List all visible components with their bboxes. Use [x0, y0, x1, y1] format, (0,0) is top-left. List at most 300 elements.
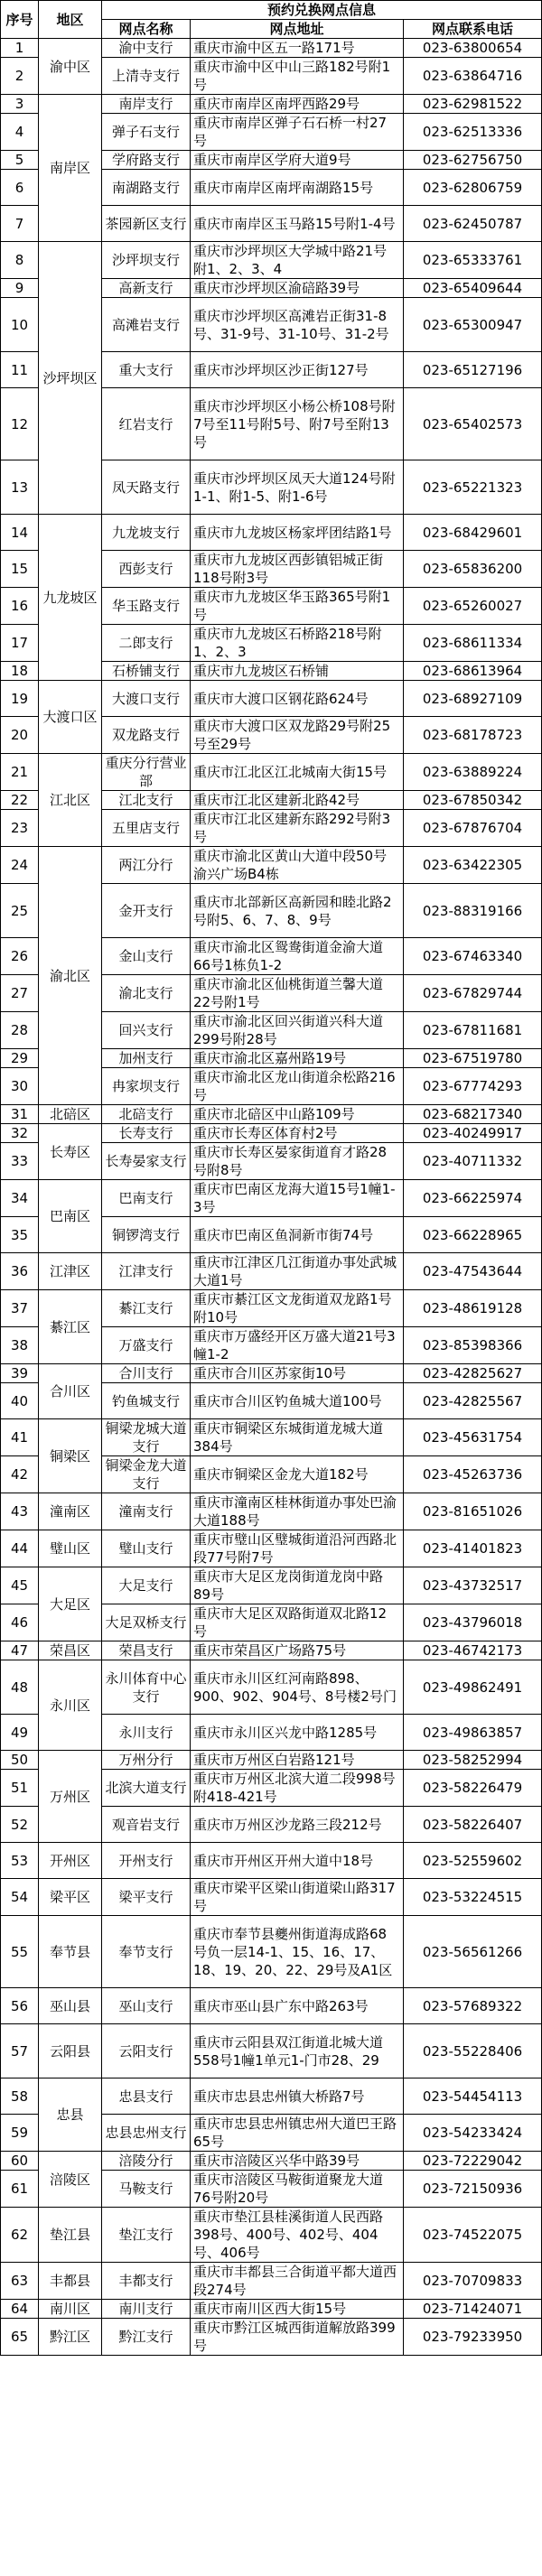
outlet-address: 重庆市渝北区黄山大道中段50号渝兴广场B4栋 — [191, 847, 404, 884]
row-number: 9 — [1, 279, 39, 298]
outlet-address: 重庆市沙坪坝区渝碚路39号 — [191, 279, 404, 298]
outlet-phone: 023-67811681 — [404, 1012, 542, 1049]
outlet-phone: 023-62981522 — [404, 95, 542, 114]
outlet-address: 重庆市万州区沙龙路三段212号 — [191, 1807, 404, 1843]
outlet-name: 荣昌支行 — [102, 1641, 191, 1660]
header-address: 网点地址 — [191, 20, 404, 39]
outlet-name: 学府路支行 — [102, 151, 191, 170]
outlet-name: 铜梁龙城大道支行 — [102, 1419, 191, 1456]
row-number: 41 — [1, 1419, 39, 1456]
outlet-phone: 023-45263736 — [404, 1456, 542, 1493]
table-row — [1, 1180, 542, 1217]
outlet-name: 梁平支行 — [102, 1879, 191, 1916]
outlet-name: 高滩岩支行 — [102, 298, 191, 352]
outlet-name: 忠县忠州支行 — [102, 2115, 191, 2152]
district-cell: 忠县 — [39, 2078, 102, 2152]
row-number: 6 — [1, 170, 39, 206]
outlet-name: 巴南支行 — [102, 1180, 191, 1217]
outlet-phone: 023-67829744 — [404, 975, 542, 1012]
outlet-name: 二郎支行 — [102, 625, 191, 662]
district-cell: 江北区 — [39, 754, 102, 847]
outlet-name: 上清寺支行 — [102, 58, 191, 95]
district-cell: 南川区 — [39, 2300, 102, 2319]
outlet-name: 垫江支行 — [102, 2208, 191, 2263]
outlet-name: 马鞍支行 — [102, 2171, 191, 2208]
outlet-address: 重庆市渝北区仙桃街道兰馨大道22号附1号 — [191, 975, 404, 1012]
row-number: 59 — [1, 2115, 39, 2152]
outlet-name: 茶园新区支行 — [102, 206, 191, 242]
header-group: 预约兑换网点信息 — [102, 1, 542, 20]
district-cell: 梁平区 — [39, 1879, 102, 1916]
outlet-address: 重庆市奉节县夔州街道海成路68号负一层14-1、15、16、17、18、19、20、22、29号及A1区 — [191, 1916, 404, 1988]
outlet-phone: 023-72150936 — [404, 2171, 542, 2208]
outlet-address: 重庆市江北区建新北路42号 — [191, 791, 404, 810]
outlet-phone: 023-63889224 — [404, 754, 542, 791]
row-number: 64 — [1, 2300, 39, 2319]
row-number: 62 — [1, 2208, 39, 2263]
outlet-name: 綦江支行 — [102, 1290, 191, 1327]
outlet-phone: 023-53224515 — [404, 1879, 542, 1916]
outlet-address: 重庆市黔江区城西街道解放路399号 — [191, 2319, 404, 2356]
outlet-address: 重庆市忠县忠州镇忠州大道巴王路65号 — [191, 2115, 404, 2152]
row-number: 38 — [1, 1327, 39, 1364]
outlet-name: 加州支行 — [102, 1049, 191, 1068]
district-cell: 北碚区 — [39, 1105, 102, 1124]
outlet-address: 重庆市九龙坡区西彭镇铝城正街118号附3号 — [191, 551, 404, 588]
outlet-name: 黔江支行 — [102, 2319, 191, 2356]
row-number: 35 — [1, 1217, 39, 1253]
outlet-phone: 023-40711332 — [404, 1143, 542, 1180]
row-number: 32 — [1, 1124, 39, 1143]
row-number: 43 — [1, 1493, 39, 1530]
outlet-phone: 023-68611334 — [404, 625, 542, 662]
outlet-name: 钓鱼城支行 — [102, 1383, 191, 1419]
outlet-address: 重庆市渝中区五一路171号 — [191, 39, 404, 58]
outlet-address: 重庆市大足区龙岗街道龙岗中路89号 — [191, 1567, 404, 1604]
row-number: 16 — [1, 588, 39, 625]
outlet-phone: 023-68217340 — [404, 1105, 542, 1124]
outlet-phone: 023-45631754 — [404, 1419, 542, 1456]
outlet-name: 永川支行 — [102, 1715, 191, 1751]
row-number: 61 — [1, 2171, 39, 2208]
outlet-name: 万盛支行 — [102, 1327, 191, 1364]
row-number: 31 — [1, 1105, 39, 1124]
outlet-phone: 023-58226479 — [404, 1770, 542, 1807]
table-row — [1, 1641, 542, 1660]
table-row — [1, 2319, 542, 2356]
table-row — [1, 681, 542, 717]
row-number: 19 — [1, 681, 39, 717]
outlet-name: 璧山支行 — [102, 1530, 191, 1567]
outlet-address: 重庆市南岸区弹子石石桥一村27号 — [191, 114, 404, 151]
outlet-phone: 023-62806759 — [404, 170, 542, 206]
outlet-address: 重庆市巴南区龙海大道15号1幢1-3号 — [191, 1180, 404, 1217]
outlet-address: 重庆市大渡口区双龙路29号附25号至29号 — [191, 717, 404, 754]
outlet-phone: 023-72229042 — [404, 2152, 542, 2171]
outlet-phone: 023-56561266 — [404, 1916, 542, 1988]
outlet-phone: 023-65836200 — [404, 551, 542, 588]
district-cell: 奉节县 — [39, 1916, 102, 1988]
outlet-phone: 023-48619128 — [404, 1290, 542, 1327]
table-body — [1, 39, 542, 2356]
outlet-address: 重庆市合川区苏家街10号 — [191, 1364, 404, 1383]
outlet-phone: 023-66225974 — [404, 1180, 542, 1217]
outlet-name: 西彭支行 — [102, 551, 191, 588]
row-number: 1 — [1, 39, 39, 58]
outlet-name: 双龙路支行 — [102, 717, 191, 754]
outlet-phone: 023-65333761 — [404, 242, 542, 279]
outlet-phone: 023-58252994 — [404, 1751, 542, 1770]
outlet-address: 重庆市铜梁区金龙大道182号 — [191, 1456, 404, 1493]
outlet-phone: 023-65300947 — [404, 298, 542, 352]
outlet-address: 重庆市九龙坡区华玉路365号附1号 — [191, 588, 404, 625]
outlet-name: 铜锣湾支行 — [102, 1217, 191, 1253]
outlet-address: 重庆市涪陵区兴华中路39号 — [191, 2152, 404, 2171]
table-row — [1, 1253, 542, 1290]
outlet-phone: 023-79233950 — [404, 2319, 542, 2356]
outlet-phone: 023-46742173 — [404, 1641, 542, 1660]
outlet-phone: 023-62513336 — [404, 114, 542, 151]
outlet-address: 重庆市垫江县桂溪街道人民西路398号、400号、402号、404号、406号 — [191, 2208, 404, 2263]
outlet-address: 重庆市璧山区璧城街道沿河西路北段77号附7号 — [191, 1530, 404, 1567]
outlet-address: 重庆市渝北区鸳鸯街道金渝大道66号1栋负1-2 — [191, 938, 404, 975]
table-row — [1, 754, 542, 791]
outlet-name: 金山支行 — [102, 938, 191, 975]
table-row — [1, 1660, 542, 1715]
outlet-name: 南岸支行 — [102, 95, 191, 114]
outlet-name: 永川体育中心支行 — [102, 1660, 191, 1715]
row-number: 55 — [1, 1916, 39, 1988]
row-number: 48 — [1, 1660, 39, 1715]
row-number: 50 — [1, 1751, 39, 1770]
outlet-address: 重庆市荣昌区广场路75号 — [191, 1641, 404, 1660]
outlet-address: 重庆市万州区北滨大道二段998号附418-421号 — [191, 1770, 404, 1807]
outlet-phone: 023-71424071 — [404, 2300, 542, 2319]
row-number: 34 — [1, 1180, 39, 1217]
district-cell: 沙坪坝区 — [39, 242, 102, 515]
outlet-name: 万州分行 — [102, 1751, 191, 1770]
table-row — [1, 1879, 542, 1916]
outlet-phone: 023-66228965 — [404, 1217, 542, 1253]
table-row — [1, 2078, 542, 2115]
district-cell: 涪陵区 — [39, 2152, 102, 2208]
outlet-name: 弹子石支行 — [102, 114, 191, 151]
outlet-phone: 023-67463340 — [404, 938, 542, 975]
outlet-phone: 023-65221323 — [404, 460, 542, 515]
outlet-address: 重庆市永川区红河南路898、900、902、904号、8号楼2号门 — [191, 1660, 404, 1715]
outlet-address: 重庆市九龙坡区石桥路218号附1、2、3 — [191, 625, 404, 662]
row-number: 10 — [1, 298, 39, 352]
row-number: 13 — [1, 460, 39, 515]
outlet-phone: 023-58226407 — [404, 1807, 542, 1843]
district-cell: 巫山县 — [39, 1988, 102, 2024]
row-number: 12 — [1, 388, 39, 460]
table-row — [1, 2208, 542, 2263]
outlet-name: 巫山支行 — [102, 1988, 191, 2024]
row-number: 45 — [1, 1567, 39, 1604]
outlet-address: 重庆市沙坪坝区小杨公桥108号附7号至11号附5号、附7号至附13号 — [191, 388, 404, 460]
row-number: 60 — [1, 2152, 39, 2171]
row-number: 20 — [1, 717, 39, 754]
outlet-address: 重庆市永川区兴龙中路1285号 — [191, 1715, 404, 1751]
outlet-name: 涪陵分行 — [102, 2152, 191, 2171]
outlet-name: 五里店支行 — [102, 810, 191, 847]
outlet-name: 凤天路支行 — [102, 460, 191, 515]
outlet-name: 重庆分行营业部 — [102, 754, 191, 791]
outlet-name: 铜梁金龙大道支行 — [102, 1456, 191, 1493]
row-number: 65 — [1, 2319, 39, 2356]
row-number: 49 — [1, 1715, 39, 1751]
outlet-phone: 023-68178723 — [404, 717, 542, 754]
outlet-address: 重庆市合川区钓鱼城大道100号 — [191, 1383, 404, 1419]
row-number: 37 — [1, 1290, 39, 1327]
row-number: 26 — [1, 938, 39, 975]
outlet-address: 重庆市大足区双路街道双北路12号 — [191, 1604, 404, 1641]
district-cell: 大渡口区 — [39, 681, 102, 754]
outlet-phone: 023-67519780 — [404, 1049, 542, 1068]
table-row — [1, 242, 542, 279]
outlet-phone: 023-68429601 — [404, 515, 542, 551]
row-number: 27 — [1, 975, 39, 1012]
outlet-address: 重庆市沙坪坝区大学城中路21号附1、2、3、4 — [191, 242, 404, 279]
outlet-phone: 023-55228406 — [404, 2024, 542, 2078]
outlet-name: 重大支行 — [102, 352, 191, 388]
header-phone: 网点联系电话 — [404, 20, 542, 39]
outlet-phone: 023-62756750 — [404, 151, 542, 170]
row-number: 25 — [1, 884, 39, 938]
row-number: 63 — [1, 2263, 39, 2300]
outlet-address: 重庆市梁平区梁山街道梁山路317号 — [191, 1879, 404, 1916]
outlet-phone: 023-54454113 — [404, 2078, 542, 2115]
outlet-phone: 023-67774293 — [404, 1068, 542, 1105]
district-cell: 江津区 — [39, 1253, 102, 1290]
row-number: 15 — [1, 551, 39, 588]
outlet-address: 重庆市巴南区鱼洞新市街74号 — [191, 1217, 404, 1253]
outlet-phone: 023-52559602 — [404, 1843, 542, 1879]
outlet-address: 重庆市沙坪坝区高滩岩正街31-8号、31-9号、31-10号、31-2号 — [191, 298, 404, 352]
outlet-name: 红岩支行 — [102, 388, 191, 460]
row-number: 3 — [1, 95, 39, 114]
outlet-address: 重庆市南岸区南坪西路29号 — [191, 95, 404, 114]
table-row — [1, 1751, 542, 1770]
outlet-address: 重庆市綦江区文龙街道双龙路1号附10号 — [191, 1290, 404, 1327]
district-cell: 綦江区 — [39, 1290, 102, 1364]
header-district: 地区 — [39, 1, 102, 39]
district-cell: 长寿区 — [39, 1124, 102, 1180]
district-cell: 万州区 — [39, 1751, 102, 1843]
row-number: 2 — [1, 58, 39, 95]
outlet-phone: 023-81651026 — [404, 1493, 542, 1530]
table-row — [1, 1530, 542, 1567]
table-row — [1, 2152, 542, 2171]
outlet-address: 重庆市丰都县三合街道平都大道西段274号 — [191, 2263, 404, 2300]
outlet-phone: 023-65402573 — [404, 388, 542, 460]
row-number: 23 — [1, 810, 39, 847]
outlet-name: 合川支行 — [102, 1364, 191, 1383]
outlet-name: 沙坪坝支行 — [102, 242, 191, 279]
outlet-name: 大足支行 — [102, 1567, 191, 1604]
district-cell: 丰都县 — [39, 2263, 102, 2300]
outlet-phone: 023-49863857 — [404, 1715, 542, 1751]
outlet-phone: 023-43796018 — [404, 1604, 542, 1641]
outlet-name: 江津支行 — [102, 1253, 191, 1290]
district-cell: 巴南区 — [39, 1180, 102, 1253]
district-cell: 渝中区 — [39, 39, 102, 95]
row-number: 58 — [1, 2078, 39, 2115]
row-number: 21 — [1, 754, 39, 791]
outlet-name: 石桥铺支行 — [102, 662, 191, 681]
row-number: 51 — [1, 1770, 39, 1807]
outlet-name: 金开支行 — [102, 884, 191, 938]
outlet-name: 云阳支行 — [102, 2024, 191, 2078]
outlet-phone: 023-43732517 — [404, 1567, 542, 1604]
outlet-name: 江北支行 — [102, 791, 191, 810]
outlet-phone: 023-63864716 — [404, 58, 542, 95]
district-cell: 永川区 — [39, 1660, 102, 1751]
row-number: 40 — [1, 1383, 39, 1419]
district-cell: 潼南区 — [39, 1493, 102, 1530]
table-row — [1, 2263, 542, 2300]
outlet-phone: 023-67850342 — [404, 791, 542, 810]
table-row — [1, 1493, 542, 1530]
row-number: 42 — [1, 1456, 39, 1493]
row-number: 56 — [1, 1988, 39, 2024]
outlet-name: 奉节支行 — [102, 1916, 191, 1988]
table-row — [1, 1988, 542, 2024]
outlet-name: 南湖路支行 — [102, 170, 191, 206]
outlet-phone: 023-65409644 — [404, 279, 542, 298]
outlet-address: 重庆市江津区几江街道办事处武城大道1号 — [191, 1253, 404, 1290]
outlet-address: 重庆市南岸区玉马路15号附1-4号 — [191, 206, 404, 242]
row-number: 29 — [1, 1049, 39, 1068]
outlet-phone: 023-74522075 — [404, 2208, 542, 2263]
row-number: 4 — [1, 114, 39, 151]
row-number: 5 — [1, 151, 39, 170]
outlet-address: 重庆市渝北区回兴街道兴科大道299号附28号 — [191, 1012, 404, 1049]
outlet-phone: 023-65260027 — [404, 588, 542, 625]
district-cell: 南岸区 — [39, 95, 102, 242]
outlet-phone: 023-68927109 — [404, 681, 542, 717]
outlet-phone: 023-42825627 — [404, 1364, 542, 1383]
district-cell: 大足区 — [39, 1567, 102, 1641]
outlet-name: 长寿晏家支行 — [102, 1143, 191, 1180]
row-number: 44 — [1, 1530, 39, 1567]
outlet-phone: 023-41401823 — [404, 1530, 542, 1567]
table-row — [1, 1105, 542, 1124]
row-number: 36 — [1, 1253, 39, 1290]
row-number: 52 — [1, 1807, 39, 1843]
district-cell: 九龙坡区 — [39, 515, 102, 681]
district-cell: 渝北区 — [39, 847, 102, 1105]
district-cell: 铜梁区 — [39, 1419, 102, 1493]
table-row — [1, 95, 542, 114]
table-row — [1, 1916, 542, 1988]
outlet-name: 冉家坝支行 — [102, 1068, 191, 1105]
outlet-address: 重庆市忠县忠州镇大桥路7号 — [191, 2078, 404, 2115]
table-row — [1, 515, 542, 551]
outlet-name: 渝北支行 — [102, 975, 191, 1012]
outlet-name: 大渡口支行 — [102, 681, 191, 717]
outlet-address: 重庆市南岸区南坪南湖路15号 — [191, 170, 404, 206]
outlet-address: 重庆市长寿区晏家街道育才路28号附8号 — [191, 1143, 404, 1180]
outlet-address: 重庆市北碚区中山路109号 — [191, 1105, 404, 1124]
outlet-phone: 023-85398366 — [404, 1327, 542, 1364]
outlet-name: 长寿支行 — [102, 1124, 191, 1143]
outlet-name: 南川支行 — [102, 2300, 191, 2319]
outlet-address: 重庆市九龙坡区杨家坪团结路1号 — [191, 515, 404, 551]
outlet-phone: 023-40249917 — [404, 1124, 542, 1143]
outlet-name: 渝中支行 — [102, 39, 191, 58]
table-row — [1, 1364, 542, 1383]
outlet-name: 北碚支行 — [102, 1105, 191, 1124]
outlet-name: 华玉路支行 — [102, 588, 191, 625]
outlet-phone: 023-65127196 — [404, 352, 542, 388]
header-name: 网点名称 — [102, 20, 191, 39]
outlet-name: 开州支行 — [102, 1843, 191, 1879]
district-cell: 开州区 — [39, 1843, 102, 1879]
outlet-name: 忠县支行 — [102, 2078, 191, 2115]
outlet-address: 重庆市南川区西大街15号 — [191, 2300, 404, 2319]
row-number: 54 — [1, 1879, 39, 1916]
table-row — [1, 1419, 542, 1456]
row-number: 14 — [1, 515, 39, 551]
outlet-name: 丰都支行 — [102, 2263, 191, 2300]
row-number: 8 — [1, 242, 39, 279]
outlet-address: 重庆市沙坪坝区凤天大道124号附1-1、附1-5、附1-6号 — [191, 460, 404, 515]
outlet-phone: 023-63422305 — [404, 847, 542, 884]
table-row — [1, 39, 542, 58]
table-row — [1, 1124, 542, 1143]
table-row — [1, 2300, 542, 2319]
outlet-name: 北滨大道支行 — [102, 1770, 191, 1807]
outlet-phone: 023-88319166 — [404, 884, 542, 938]
district-cell: 合川区 — [39, 1364, 102, 1419]
outlet-phone: 023-47543644 — [404, 1253, 542, 1290]
outlet-address: 重庆市江北区建新东路292号附3号 — [191, 810, 404, 847]
outlet-name: 九龙坡支行 — [102, 515, 191, 551]
outlet-name: 潼南支行 — [102, 1493, 191, 1530]
outlet-address: 重庆市巫山县广东中路263号 — [191, 1988, 404, 2024]
row-number: 33 — [1, 1143, 39, 1180]
outlet-phone: 023-54233424 — [404, 2115, 542, 2152]
outlet-phone: 023-57689322 — [404, 1988, 542, 2024]
outlet-address: 重庆市云阳县双江街道北城大道558号1幢1单元1-门市28、29 — [191, 2024, 404, 2078]
row-number: 57 — [1, 2024, 39, 2078]
outlet-address: 重庆市沙坪坝区沙正街127号 — [191, 352, 404, 388]
outlet-address: 重庆市渝北区龙山街道余松路216号 — [191, 1068, 404, 1105]
row-number: 17 — [1, 625, 39, 662]
outlet-address: 重庆市铜梁区东城街道龙城大道384号 — [191, 1419, 404, 1456]
outlet-address: 重庆市开州区开州大道中18号 — [191, 1843, 404, 1879]
table-row — [1, 1567, 542, 1604]
row-number: 24 — [1, 847, 39, 884]
outlet-address: 重庆市万盛经开区万盛大道21号3幢1-2 — [191, 1327, 404, 1364]
row-number: 46 — [1, 1604, 39, 1641]
outlet-address: 重庆市万州区白岩路121号 — [191, 1751, 404, 1770]
outlet-name: 观音岩支行 — [102, 1807, 191, 1843]
outlet-address: 重庆市江北区江北城南大街15号 — [191, 754, 404, 791]
outlet-address: 重庆市南岸区学府大道9号 — [191, 151, 404, 170]
outlet-phone: 023-63800654 — [404, 39, 542, 58]
outlet-phone: 023-42825567 — [404, 1383, 542, 1419]
outlet-name: 两江分行 — [102, 847, 191, 884]
district-cell: 黔江区 — [39, 2319, 102, 2356]
outlet-address: 重庆市涪陵区马鞍街道聚龙大道76号附20号 — [191, 2171, 404, 2208]
row-number: 11 — [1, 352, 39, 388]
outlet-phone: 023-67876704 — [404, 810, 542, 847]
outlet-phone: 023-68613964 — [404, 662, 542, 681]
row-number: 22 — [1, 791, 39, 810]
